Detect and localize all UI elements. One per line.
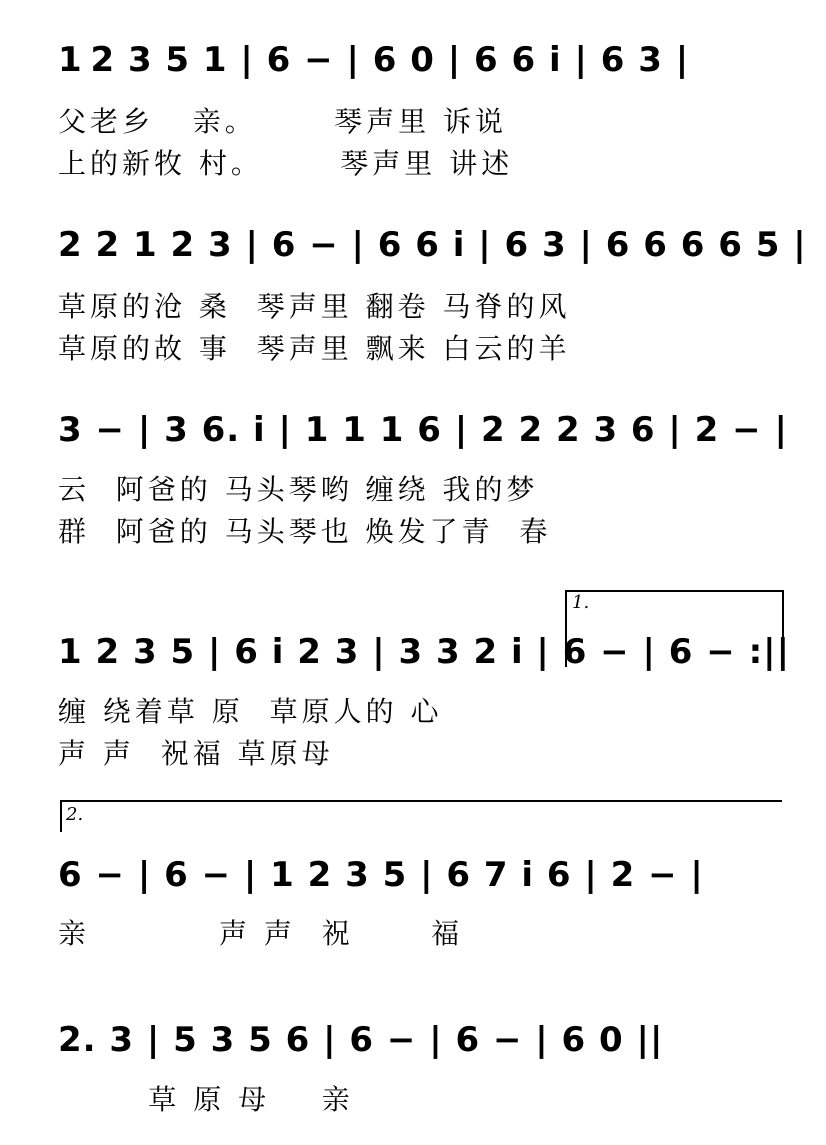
lyric-row-3-verse-2: 群 阿爸的 马头琴也 焕发了青 春: [58, 515, 552, 548]
lyric-row-3-verse-1: 云 阿爸的 马头琴哟 缠绕 我的梦: [58, 473, 539, 506]
notation-row-6: 2. 3 | 5 3 5 6 | 6 − | 6 − | 6 0 ||: [58, 1020, 664, 1060]
notation-row-5: 6 − | 6 − | 1 2 3 5 | 6 7 i 6 | 2 − |: [58, 855, 704, 895]
notation-row-3: 3 − | 3 6. i | 1 1 1 6 | 2 2 2 3 6 | 2 − |: [58, 410, 788, 450]
second-ending-label: 2.: [66, 804, 84, 825]
first-ending-label: 1.: [572, 592, 590, 613]
lyric-row-1-verse-2: 上的新牧 村。 琴声里 讲述: [58, 147, 514, 180]
lyric-row-2-verse-2: 草原的故 事 琴声里 飘来 白云的羊: [58, 332, 571, 365]
notation-row-1: 1 2 3 5 1 | 6 − | 6 0 | 6 6 i | 6 3 |: [58, 40, 690, 80]
lyric-row-5-verse-1: 亲 声 声 祝 福: [58, 917, 464, 950]
lyric-row-4-verse-2: 声 声 祝福 草原母: [58, 737, 334, 770]
lyric-row-2-verse-1: 草原的沧 桑 琴声里 翻卷 马脊的风: [58, 290, 571, 323]
notation-row-2: 2 2 1 2 3 | 6 − | 6 6 i | 6 3 | 6 6 6 6 5 |: [58, 225, 807, 265]
second-ending-bracket: [60, 800, 782, 832]
lyric-row-4-verse-1: 缠 绕着草 原 草原人的 心: [58, 695, 443, 728]
notation-row-4: 1 2 3 5 | 6 i 2 3 | 3 3 2 i | 6 − | 6 − :||: [58, 632, 791, 672]
lyric-row-1-verse-1: 父老乡 亲。 琴声里 诉说: [58, 105, 508, 138]
lyric-row-6-verse-1: 草 原 母 亲: [58, 1083, 354, 1116]
